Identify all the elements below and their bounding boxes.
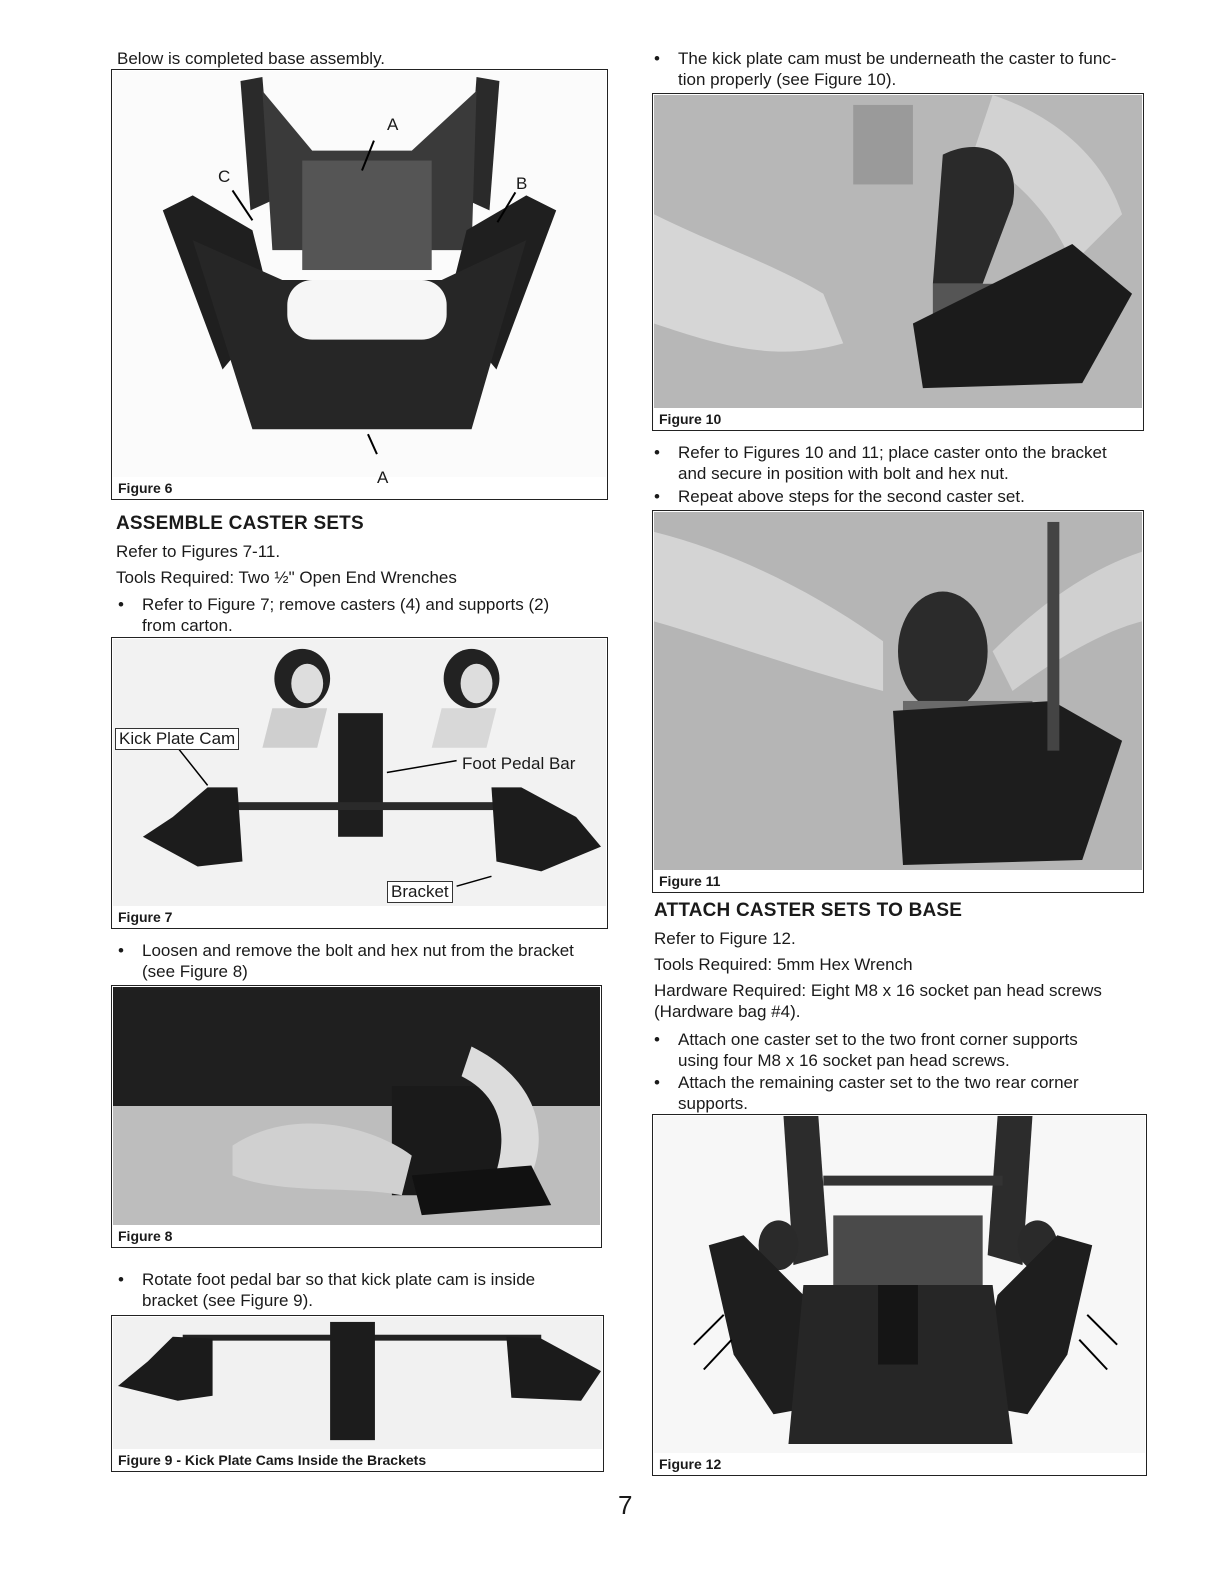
tools-text: Tools Required: Two ½" Open End Wrenches — [116, 568, 457, 587]
bullet-line: Attach the remaining caster set to the two rear corner — [678, 1073, 1079, 1092]
figure-7-label-kick-plate-cam: Kick Plate Cam — [115, 728, 239, 750]
figure-10-caption: Figure 10 — [659, 411, 725, 427]
bullet-line: (see Figure 8) — [142, 962, 248, 981]
figure-6-label-a-top: A — [387, 115, 399, 134]
section-heading-attach-caster-sets: ATTACH CASTER SETS TO BASE — [654, 900, 963, 921]
hardware-text-line2: (Hardware bag #4). — [654, 1002, 801, 1021]
refer-text: Refer to Figures 7-11. — [116, 542, 281, 561]
bullet-line: Repeat above steps for the second caster set. — [678, 487, 1025, 506]
bullet-dot: • — [118, 1270, 124, 1289]
figure-8 — [111, 985, 602, 1248]
bullet-remove-casters — [118, 594, 608, 638]
bullet-dot: • — [654, 1073, 660, 1092]
bullet-rotate-foot-pedal — [118, 1269, 608, 1313]
bullet-line: supports. — [678, 1094, 748, 1113]
figure-11 — [652, 510, 1144, 893]
figure-10-photo — [654, 95, 1142, 408]
figure-9-photo — [113, 1317, 602, 1449]
figure-7-caption: Figure 7 — [118, 909, 176, 925]
bullet-line: The kick plate cam must be underneath the caster to func- — [678, 49, 1117, 68]
bullet-dot: • — [654, 443, 660, 462]
bullet-loosen-bolt — [118, 940, 608, 984]
figure-10 — [652, 93, 1144, 431]
figure-12 — [652, 1114, 1147, 1476]
figure-12-caption: Figure 12 — [659, 1456, 725, 1472]
figure-7-label-bracket: Bracket — [387, 881, 453, 903]
figure-7-label-foot-pedal-bar: Foot Pedal Bar — [462, 754, 576, 773]
bullet-kick-plate-underneath — [654, 48, 1154, 92]
bullet-line: Refer to Figure 7; remove casters (4) and supports (2) — [142, 595, 550, 614]
page-number: 7 — [618, 1490, 633, 1520]
bullet-line: Refer to Figures 10 and 11; place caster onto the bracket — [678, 443, 1107, 462]
hardware-text-line1: Hardware Required: Eight M8 x 16 socket pan head screws — [654, 981, 1102, 1000]
refer-text-figure-12: Refer to Figure 12. — [654, 929, 796, 948]
bullet-line: Rotate foot pedal bar so that kick plate cam is inside — [142, 1270, 536, 1289]
figure-6-label-b: B — [516, 174, 528, 193]
figure-8-caption: Figure 8 — [118, 1228, 176, 1244]
figure-8-photo — [113, 987, 600, 1225]
figure-6-photo — [113, 71, 606, 477]
figure-6-label-a-bottom: A — [377, 468, 389, 487]
bullet-dot: • — [654, 1030, 660, 1049]
bullet-line: using four M8 x 16 socket pan head screws. — [678, 1051, 1010, 1070]
bullet-attach-rear — [654, 1072, 1154, 1116]
bullet-line: from carton. — [142, 616, 233, 635]
figure-6 — [111, 69, 608, 500]
intro-text: Below is completed base assembly. — [117, 49, 386, 68]
figure-11-photo — [654, 512, 1142, 870]
bullet-repeat-steps — [654, 486, 1154, 508]
bullet-line: tion properly (see Figure 10). — [678, 70, 897, 89]
section-heading-assemble-caster-sets: ASSEMBLE CASTER SETS — [116, 513, 364, 534]
figure-9 — [111, 1315, 604, 1472]
bullet-attach-front — [654, 1029, 1154, 1073]
bullet-line: bracket (see Figure 9). — [142, 1291, 314, 1310]
figure-6-label-c: C — [218, 167, 231, 186]
figure-12-photo — [654, 1116, 1145, 1453]
figure-9-caption: Figure 9 - Kick Plate Cams Inside the Brackets — [118, 1452, 430, 1468]
bullet-dot: • — [118, 595, 124, 614]
figure-6-caption: Figure 6 — [118, 480, 176, 496]
bullet-place-caster — [654, 442, 1154, 486]
tools-text-hex-wrench: Tools Required: 5mm Hex Wrench — [654, 955, 913, 974]
figure-7 — [111, 637, 608, 929]
bullet-line: and secure in position with bolt and hex nut. — [678, 464, 1009, 483]
figure-11-caption: Figure 11 — [659, 873, 724, 889]
bullet-dot: • — [654, 49, 660, 68]
bullet-line: Attach one caster set to the two front corner supports — [678, 1030, 1078, 1049]
bullet-dot: • — [654, 487, 660, 506]
bullet-dot: • — [118, 941, 124, 960]
bullet-line: Loosen and remove the bolt and hex nut from the bracket — [142, 941, 574, 960]
